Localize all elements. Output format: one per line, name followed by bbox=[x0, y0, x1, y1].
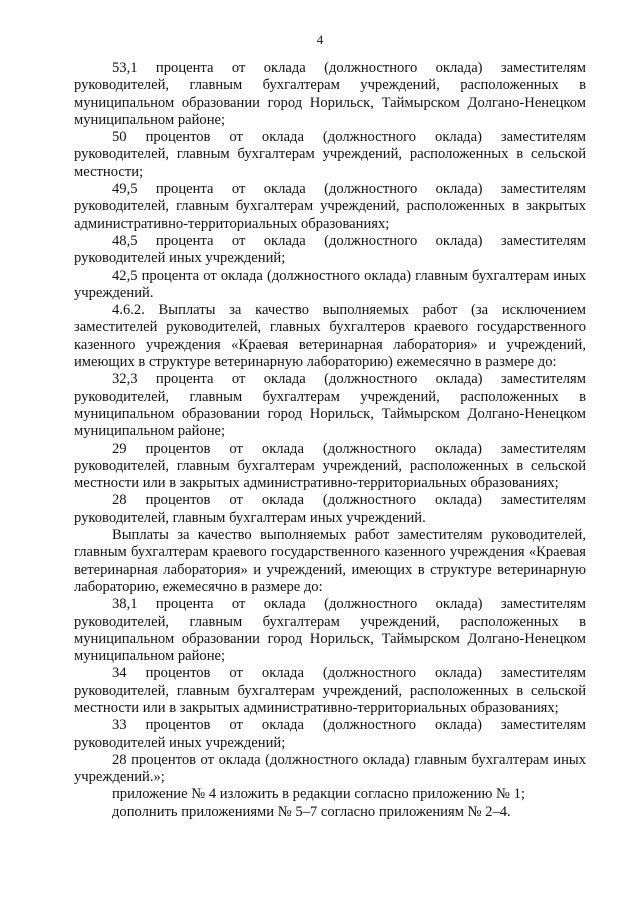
paragraph-rural-zato-29: 29 процентов от оклада (должностного оклада) заместителям руководителей, главным бухгалтерам учреждений, расположенных в сельской местности или в закрытых административно-территориальных образованиях; bbox=[74, 440, 586, 492]
paragraph-rural-50: 50 процентов от оклада (должностного оклада) заместителям руководителей, главным бухгалтерам учреждений, расположенных в сельской местности; bbox=[74, 129, 586, 180]
paragraph-norilsk-32-3: 32,3 процента от оклада (должностного оклада) заместителям руководителей, главным бухгалтерам учреждений, расположенных в муниципальном образовании город Норильск, Таймырском Долгано-Ненецком муниципальном районе; bbox=[74, 371, 586, 440]
paragraph-other-deputy-48-5: 48,5 процента от оклада (должностного оклада) заместителям руководителей иных учреждений; bbox=[74, 232, 586, 267]
page-number: 4 bbox=[316, 32, 324, 47]
paragraph-other-accountant-28: 28 процентов от оклада (должностного оклада) главным бухгалтерам иных учреждений.»; bbox=[74, 751, 586, 786]
document-body bbox=[74, 60, 586, 821]
paragraph-zato-49-5: 49,5 процента от оклада (должностного оклада) заместителям руководителей, главным бухгалтерам учреждений, расположенных в закрытых административно-территориальных образованиях; bbox=[74, 181, 586, 232]
paragraph-other-accountant-42-5: 42,5 процента от оклада (должностного оклада) главным бухгалтерам иных учреждений. bbox=[74, 267, 586, 301]
paragraph-appendices-5-7: дополнить приложениями № 5–7 согласно приложениям № 2–4. bbox=[112, 803, 511, 820]
paragraph-rural-zato-34: 34 процентов от оклада (должностного оклада) заместителям руководителей, главным бухгалтерам учреждений, расположенных в сельской местности или в закрытых административно-территориальных образованиях; bbox=[74, 665, 586, 716]
paragraph-appendix-4: приложение № 4 изложить в редакции согласно приложению № 1; bbox=[112, 786, 525, 803]
paragraph-norilsk-38-1: 38,1 процента от оклада (должностного оклада) заместителям руководителей, главным бухгалтерам учреждений, расположенных в муниципальном образовании город Норильск, Таймырском Долгано-Ненецком муниципальном районе; bbox=[74, 596, 586, 665]
paragraph-other-deputy-33: 33 процентов от оклада (должностного оклада) заместителям руководителей иных учреждений; bbox=[74, 717, 586, 751]
paragraph-other-28: 28 процентов от оклада (должностного оклада) заместителям руководителей, главным бухгалтерам иных учреждений. bbox=[74, 492, 586, 526]
paragraph-vet-lab-quality: Выплаты за качество выполняемых работ заместителям руководителей, главным бухгалтерам краевого государственного казенного учреждения «Краевая ветеринарная лаборатория» и учреждений, имеющих в структуре ветеринарную лабораторию, ежемесячно в размере до: bbox=[74, 527, 586, 595]
paragraph-section-4-6-2: 4.6.2. Выплаты за качество выполняемых работ (за исключением заместителей руководителей, главных бухгалтеров краевого государственного казенного учреждения «Краевая ветеринарная лаборатория» и учреждений, имеющих в структуре ветеринарную лабораторию) ежемесячно в размере до: bbox=[74, 302, 586, 371]
paragraph-norilsk-deputy-53-1: 53,1 процента от оклада (должностного оклада) заместителям руководителей, главным бухгалтерам учреждений, расположенных в муниципальном образовании город Норильск, Таймырском Долгано-Ненецком муниципальном районе; bbox=[74, 60, 586, 128]
